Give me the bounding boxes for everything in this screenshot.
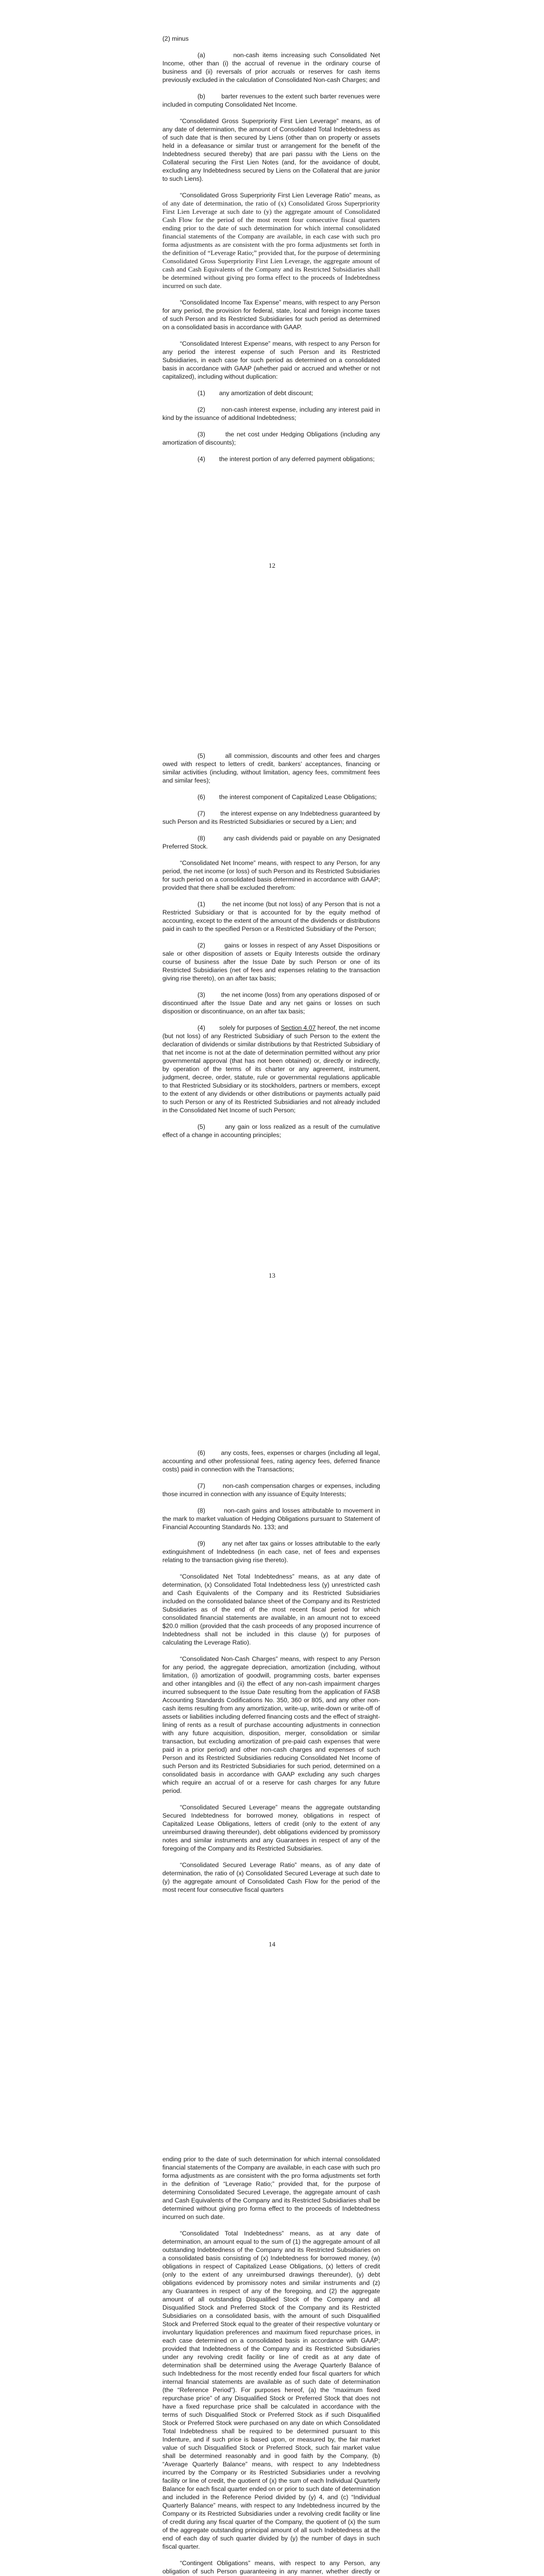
page-number: 14 [269,1940,275,1948]
item-number: (8) [197,1507,205,1514]
item-text: non-cash compensation charges or expenses, including those incurred in connection with any issuance of Equity Interests; [162,1482,381,1498]
item-text: the net income (loss) from any operations disposed of or discontinued after the Issue Date and any net gains or losses on such disposition or discontinuance, on an after tax basis; [162,991,380,1015]
page-number: 12 [269,562,275,569]
item-text: barter revenues to the extent such barter revenues were included in computing Consolidated Net Income. [162,93,380,108]
item-text: any costs, fees, expenses or charges (including all legal, accounting and other professional fees, rating agency fees, deferred finance costs) paid in connection with the Transactions; [162,1449,381,1473]
list-item [162,793,380,801]
definition-contingent-obligations: “Contingent Obligations” means, with respect to any Person, any obligation of such Person guaranteeing in any manner, whether directly or [162,2560,380,2575]
item-number: (2) [197,406,205,413]
definition-net-total-indebtedness: “Consolidated Net Total Indebtedness” means, as at any date of determination, (x) Consolidated Total Indebtedness less (y) unrestricted cash and Cash Equivalents of the Company and its Restricted Subsidiaries included on the consolidated balance sheet of the Company and its Restricted Subsidiaries as of the end of the most recent fiscal period for which consolidated financial statements are available, in an amount not to exceed $20.0 million (provided that the cash proceeds of any proposed incurrence of Indebtedness shall not be included in this clause (y) for purposes of calculating the Leverage Ratio). [162,1573,380,1646]
item-number: (9) [197,1540,205,1547]
item-number: (7) [197,810,205,817]
item-number: (4) [197,1024,205,1031]
item-text: any net after tax gains or losses attributable to the early extinguishment of Indebtedness (in each case, net of fees and expenses relating to the transaction giving rise thereto). [162,1540,380,1564]
page-14 [0,1406,544,2110]
continued-text: ending prior to the date of such determination for which internal consolidated financial statements of the Company are available, in each case with such pro forma adjustments as are consistent with the pro forma adjustments set forth in the definition of “Leverage Ratio;” provided that, for the purpose of determining Consolidated Secured Leverage, the aggregate amount of cash and Cash Equivalents of the Company and its Restricted Subsidiaries shall be determined without giving pro forma effect to the proceeds of Indebtedness incurred on such date. [162,2156,380,2221]
item-text: non-cash interest expense, including any interest paid in kind by the issuance of additional Indebtedness; [162,406,380,421]
list-item [162,809,380,826]
list-item [162,51,380,84]
item-number: (3) [197,431,205,438]
list-item [162,1482,380,1498]
item-text: the interest expense on any Indebtedness guaranteed by such Person and its Restricted Subsidiaries or secured by a Lien; and [162,810,380,825]
list-item [162,1024,380,1114]
list-item [162,900,380,933]
page-13 [0,703,544,1406]
item-number: (6) [197,1449,205,1456]
list-item [162,1123,380,1139]
list-item [162,1506,380,1531]
definition-net-income: “Consolidated Net Income” means, with respect to any Person, for any period, the net income (or loss) of such Person and its Restricted Subsidiaries for such period on a consolidated basis determined in accordance with GAAP; provided that there shall be excluded therefrom: [162,859,380,891]
list-item [162,1449,380,1473]
item-text: any cash dividends paid or payable on any Designated Preferred Stock. [162,835,380,850]
definition-secured-leverage-ratio: “Consolidated Secured Leverage Ratio” means, as of any date of determination, the ratio of (x) Consolidated Secured Leverage at such date to (y) the aggregate amount of Consolidated Cash Flow for the period of the most recent four consecutive fiscal quarters [162,1861,380,1893]
definition-gross-first-lien-leverage: “Consolidated Gross Superpriority First Lien Leverage” means, as of any date of determination, the amount of Consolidated Total Indebtedness as of such date that is then secured by Liens (other than on property or assets held in a defeasance or similar trust or arrangement for the benefit of the Indebtedness secured thereby) that are pari passu with the Liens on the Collateral securing the First Lien Notes (and, for the avoidance of doubt, excluding any Indebtedness secured by Liens on the Collateral that are junior to such Liens). [162,117,380,182]
list-item [162,389,380,397]
item-number: (1) [197,389,205,397]
item-text: the net cost under Hedging Obligations (including any amortization of discounts); [162,431,380,446]
page-12 [0,0,544,703]
list-item [162,941,380,982]
item-text: the net income (but not loss) of any Person that is not a Restricted Subsidiary or that is accounted for by the equity method of accounting, except to the extent of the amount of the dividends or distributions paid in cash to the specified Person or a Restricted Subsidiary of the Person; [162,901,380,933]
list-item [162,455,380,463]
item-text: hereof, the net income (but not loss) of any Restricted Subsidiary of such Person to the extent the declaration of dividends or similar distributions by that Restricted Subsidiary of that net income is not at the date of determination permitted without any prior governmental approval (that has not been obtained) or, directly or indirectly, by operation of the terms of its charter or any agreement, instrument, judgment, decree, order, statute, rule or governmental regulations applicable to that Restricted Subsidiary or its stockholders, partners or members, except to the extent of any dividends or other distributions or payments actually paid to such Person or any of its Restricted Subsidiaries and not already included in the Consolidated Net Income of such Person; [162,1024,380,1114]
definition-text: means, as of any date of determination, the ratio of (x) Consolidated Gross Superpriority First Lien Leverage at such date to (y) the aggregate amount of Consolidated Cash Flow for the period of the most recent four consecutive fiscal quarters ending prior to the date of such determination for which internal consolidated financial statements of the Company are available, in each case with such pro forma adjustments as are consistent with the pro forma adjustments set forth in the definition of “Leverage Ratio;” provided that, for the purpose of determining Consolidated Gross Superpriority First Lien Leverage, the aggregate amount of cash and Cash Equivalents of the Company and its Restricted Subsidiaries shall be determined without giving pro forma effect to the proceeds of Indebtedness incurred on such date. [162,191,380,290]
definition-non-cash-charges: “Consolidated Non-Cash Charges” means, with respect to any Person for any period, the aggregate depreciation, amortization (including, without limitation, (i) amortization of goodwill, programming costs, barter expenses and other intangibles and (ii) the effect of any non-cash impairment charges incurred subsequent to the Issue Date resulting from the application of FASB Accounting Standards Codifications No. 350, 360 or 805, and any other non-cash items resulting from any amortization, write-up, write-down or write-off of assets or liabilities including deferred financing costs and the effect of straight-lining of rents as a result of purchase accounting adjustments in connection with any future acquisition, disposition, merger, consolidation or similar transaction, but excluding amortization of pre-paid cash expenses that were paid in a prior period) and other non-cash charges and expenses of such Person and its Restricted Subsidiaries reducing Consolidated Net Income of such Person and its Restricted Subsidiaries for such period, determined on a consolidated basis in accordance with GAAP excluding any such charges which require an accrual of or a reserve for cash charges for any future period. [162,1655,380,1794]
item-text: the interest portion of any deferred payment obligations; [219,455,375,463]
defined-term: “Consolidated Gross Superpriority First Lien Leverage Ratio” [180,192,352,199]
item-number: (5) [197,752,205,759]
item-text: all commission, discounts and other fees and charges owed with respect to letters of credit, bankers’ acceptances, financing or similar activities (including, without limitation, agency fees, commitment fees and similar fees); [162,752,381,784]
minus-heading: (2) minus [162,35,189,42]
list-item [162,430,380,447]
page-15 [0,2110,544,2576]
definition-interest-expense: “Consolidated Interest Expense” means, with respect to any Person for any period the interest expense of such Person and its Restricted Subsidiaries, in each case for such period as determined on a consolidated basis in accordance with GAAP (whether paid or accrued and whether or not capitalized), including without duplication: [162,340,380,380]
item-number: (7) [197,1482,205,1489]
item-number: (2) [197,942,205,949]
list-item [162,991,380,1015]
item-text: solely for purposes of [219,1024,281,1031]
item-number: (5) [197,1123,205,1130]
definition-income-tax-expense: “Consolidated Income Tax Expense” means, with respect to any Person for any period, the provision for federal, state, local and foreign income taxes of such Person and its Restricted Subsidiaries for such period as determined on a consolidated basis in accordance with GAAP. [162,299,380,331]
item-text: any gain or loss realized as a result of the cumulative effect of a change in accounting principles; [162,1123,380,1139]
item-number: (4) [197,455,205,463]
list-item [162,1539,380,1564]
list-item [162,92,380,109]
list-item [162,405,380,422]
item-text: gains or losses in respect of any Asset Dispositions or sale or other disposition of assets or Equity Interests outside the ordinary course of business after the Issue Date by such Person or one of its Restricted Subsidiaries (net of fees and expenses relating to the transaction giving rise thereto), on an after tax basis; [162,942,380,982]
item-number: (a) [197,52,205,59]
item-number: (3) [197,991,205,998]
item-number: (6) [197,793,205,801]
definition-gross-first-lien-leverage-ratio [162,191,380,290]
list-item [162,834,380,851]
item-number: (8) [197,835,205,842]
item-number: (1) [197,901,205,908]
item-text: the interest component of Capitalized Lease Obligations; [219,793,377,801]
section-link[interactable]: Section 4.07 [281,1024,316,1031]
item-number: (b) [197,93,205,100]
item-text: any amortization of debt discount; [219,389,314,397]
page-number: 13 [269,1272,275,1279]
definition-secured-leverage: “Consolidated Secured Leverage” means the aggregate outstanding Secured Indebtedness for borrowed money, obligations in respect of Capitalized Lease Obligations, letters of credit (only to the extent of any unreimbursed drawing thereunder), debt obligations evidenced by promissory notes and similar instruments and any Guarantees in respect of any of the foregoing of the Company and its Restricted Subsidiaries. [162,1804,380,1852]
list-item [162,752,380,785]
definition-total-indebtedness: “Consolidated Total Indebtedness” means, as at any date of determination, an amount equal to the sum of (1) the aggregate amount of all outstanding Indebtedness of the Company and its Restricted Subsidiaries on a consolidated basis consisting of (x) Indebtedness for borrowed money, (w) obligations in respect of Capitalized Lease Obligations, (x) letters of credit (only to the extent of any unreimbursed drawings thereunder), (y) debt obligations evidenced by promissory notes and similar instruments and (z) any Guarantees in respect of any of the foregoing, and (2) the aggregate amount of all outstanding Disqualified Stock of the Company and all Disqualified Stock and Preferred Stock of the Company and its Restricted Subsidiaries on a consolidated basis, with the amount of such Disqualified Stock and Preferred Stock equal to the greater of their respective voluntary or involuntary liquidation preferences and maximum fixed repurchase prices, in each case determined on a consolidated basis in accordance with GAAP; provided that Indebtedness of the Company and its Restricted Subsidiaries under any revolving credit facility or line of credit as at any date of determination shall be determined using the Average Quarterly Balance of such Indebtedness for the most recently ended four fiscal quarters for which internal financial statements are available as of such date of determination (the “Reference Period”). For purposes hereof, (a) the “maximum fixed repurchase price” of any Disqualified Stock or Preferred Stock that does not have a fixed repurchase price shall be calculated in accordance with the terms of such Disqualified Stock or Preferred Stock as if such Disqualified Stock or Preferred Stock were purchased on any date on which Consolidated Total Indebtedness shall be required to be determined pursuant to this Indenture, and if such price is based upon, or measured by, the fair market value of such Disqualified Stock or Preferred Stock, such fair market value shall be determined reasonably and in good faith by the Company, (b) “Average Quarterly Balance” means, with respect to any Indebtedness incurred by the Company or its Restricted Subsidiaries under a revolving facility or line of credit, the quotient of (x) the sum of each Individual Quarterly Balance for each fiscal quarter ended on or prior to such date of determination and included in the Reference Period divided by (y) 4, and (c) “Individual Quarterly Balance” means, with respect to any Indebtedness incurred by the Company or its Restricted Subsidiaries under a revolving credit facility or line of credit during any fiscal quarter of the Company, the quotient of (x) the sum of the aggregate outstanding principal amount of all such Indebtedness at the end of each day of such quarter divided by (y) the number of days in such fiscal quarter. [162,2230,380,2550]
item-text: non-cash items increasing such Consolidated Net Income, other than (i) the accrual of revenue in the ordinary course of business and (ii) reversals of prior accruals or reserves for cash items previously excluded in the calculation of Consolidated Non-cash Charges; and [162,52,380,83]
item-text: non-cash gains and losses attributable to movement in the mark to market valuation of Hedging Obligations pursuant to Statement of Financial Accounting Standards No. 133; and [162,1507,381,1531]
